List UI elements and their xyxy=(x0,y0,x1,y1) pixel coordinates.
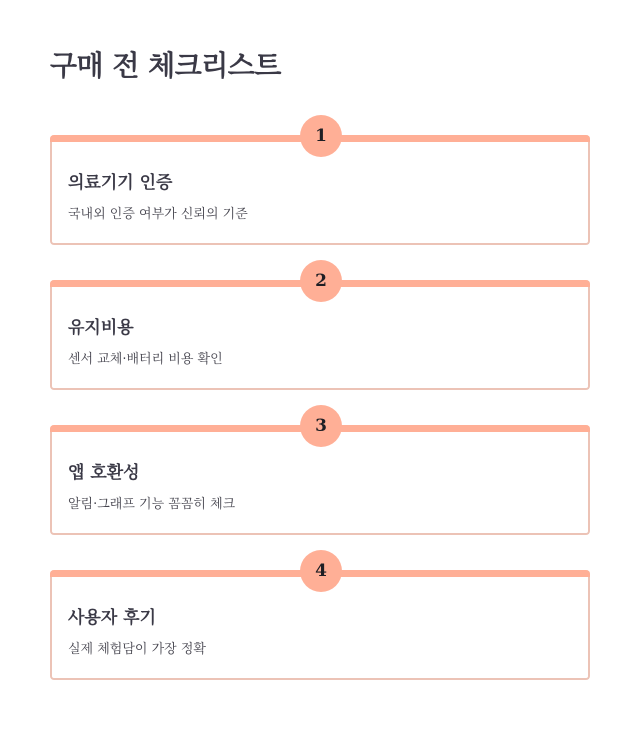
card-title: 앱 호환성 xyxy=(68,463,140,483)
card-description: 센서 교체·배터리 비용 확인 xyxy=(68,352,223,367)
card-title: 의료기기 인증 xyxy=(68,173,173,193)
step-number-badge: 1 xyxy=(300,115,342,157)
checklist-card-1 xyxy=(50,126,590,245)
page-title: 구매 전 체크리스트 xyxy=(50,49,281,82)
card-description: 알림·그래프 기능 꼼꼼히 체크 xyxy=(68,497,236,512)
step-number-badge: 3 xyxy=(300,405,342,447)
card-description: 국내외 인증 여부가 신뢰의 기준 xyxy=(68,207,248,222)
card-title: 유지비용 xyxy=(68,318,134,338)
step-number-badge: 2 xyxy=(300,260,342,302)
card-description: 실제 체험담이 가장 정확 xyxy=(68,642,206,657)
step-number-badge: 4 xyxy=(300,550,342,592)
card-title: 사용자 후기 xyxy=(68,608,157,628)
checklist-card-4 xyxy=(50,561,590,680)
checklist-card-2 xyxy=(50,271,590,390)
checklist-card-3 xyxy=(50,416,590,535)
